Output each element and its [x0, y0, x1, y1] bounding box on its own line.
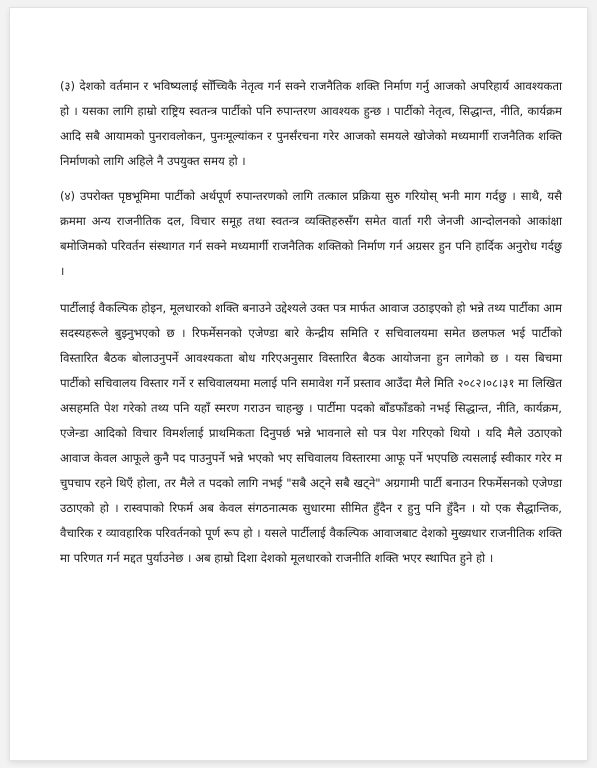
document-page [10, 8, 587, 760]
document-body [60, 74, 562, 571]
paragraph-point-4: (४) उपरोक्त पृष्ठभूमिमा पार्टीको अर्थपूर्ण रुपान्तरणको लागि तत्काल प्रक्रिया सुरु गरियोस् भनी माग गर्दछु । साथै, यसै क्रममा अन्य राजनीतिक दल, विचार समूह तथा स्वतन्त्र व्यक्तिहरुसँग समेत वार्ता गरी जेनजी आन्दोलनको आकांक्षा बमोजिमको परिवर्तन संस्थागत गर्न सक्ने मध्यमार्गी राजनैतिक शक्तिको निर्माण गर्न अग्रसर हुन पनि हार्दिक अनुरोध गर्दछु । [60, 189, 562, 278]
paragraph-reform-statement: पार्टीलाई वैकल्पिक होइन, मूलधारको शक्ति बनाउने उद्देश्यले उक्त पत्र मार्फत आवाज उठाइएको हो भन्ने तथ्य पार्टीका आम सदस्यहरूले बुझ्नुभएको छ । रिफर्मेसनको एजेण्डा बारे केन्द्रीय समिति र सचिवालयमा समेत छलफल भई पार्टीको विस्तारित बैठक बोलाउनुपर्ने आवश्यकता बोध गरिएअनुसार विस्तारित बैठक आयोजना हुन लागेको छ । यस बिचमा पार्टीको सचिवालय विस्तार गर्ने र सचिवालयमा मलाई पनि समावेश गर्ने प्रस्ताव आउँदा मैले मिति २०८२।०८।३१ मा लिखित असहमति पेश गरेको तथ्य पनि यहाँ स्मरण गराउन चाहन्छु । पार्टीमा पदको बाँडफाँडको नभई सिद्धान्त, नीति, कार्यक्रम, एजेन्डा आदिको विचार विमर्शलाई प्राथमिकता दिनुपर्छ भन्ने भावनाले सो पत्र पेश गरिएको थियो । यदि मैले उठाएको आवाज केवल आफूले कुनै पद पाउनुपर्ने भन्ने भएको भए सचिवालय विस्तारमा आफू पर्ने भएपछि त्यसलाई स्वीकार गरेर म चुपचाप रहने थिएँ होला, तर मैले त पदको लागि नभई "सबै अट्ने सबै खट्ने" अग्रगामी पार्टी बनाउन रिफर्मेसनको एजेण्डा उठाएको हो । रास्वपाको रिफर्म अब केवल संगठनात्मक सुधारमा सीमित हुँदैन र हुनु पनि हुँदैन । यो एक सैद्धान्तिक, वैचारिक र व्यावहारिक परिवर्तनको पूर्ण रूप हो । यसले पार्टीलाई वैकल्पिक आवाजबाट देशको मुख्यधार राजनीतिक शक्ति मा परिणत गर्न मद्दत पुर्याउनेछ । अब हाम्रो दिशा देशको मूलधारको राजनीति शक्ति भएर स्थापित हुने हो । [60, 301, 562, 565]
paragraph-point-3: (३) देशको वर्तमान र भविष्यलाई सोँच्चिकै नेतृत्व गर्न सक्ने राजनैतिक शक्ति निर्माण गर्नु आजको अपरिहार्य आवश्यकता हो । यसका लागि हाम्रो राष्ट्रिय स्वतन्त्र पार्टीको पनि रुपान्तरण आवश्यक हुन्छ । पार्टीको नेतृत्व, सिद्धान्त, नीति, कार्यक्रम आदि सबै आयामको पुनरावलोकन, पुनःमूल्यांकन र पुनर्संरचना गरेर आजको समयले खोजेको मध्यमार्गी राजनैतिक शक्ति निर्माणको लागि अहिले नै उपयुक्त समय हो । [60, 79, 562, 168]
